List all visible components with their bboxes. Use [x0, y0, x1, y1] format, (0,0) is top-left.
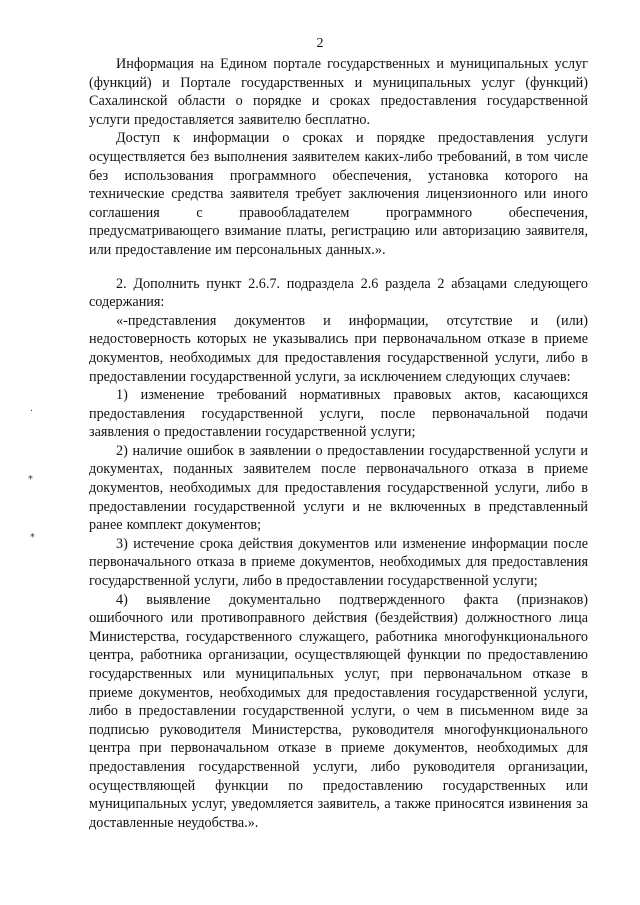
- paragraph-gap: [89, 260, 588, 275]
- paragraph-case-1: 1) изменение требований нормативных правовых актов, касающихся предоставления государственной услуги, после первоначальной подачи заявления о предоставлении государственной услуги;: [89, 387, 588, 441]
- margin-mark: .: [30, 403, 34, 414]
- margin-mark: *: [30, 532, 35, 543]
- paragraph-case-4: 4) выявление документально подтвержденного факта (признаков) ошибочного или противоправного действия (бездействия) должностного лица Министерства, государственного служащего, работника многофункционального центра, работника организации, осуществляющей функции по предоставлению государственных или муниципальных услуг, при первоначальном отказе в приеме документов, необходимых для предоставления государственной услуги, либо в предоставлении государственной услуги, о чем в письменном виде за подписью руководителя Министерства, руководителя многофункционального центра при первоначальном отказе в приеме документов, необходимых для предоставления государственной услуги, либо руководителя организации, осуществляющей функции по предоставлению государственных или муниципальных услуг, уведомляется заявитель, а также приносятся извинения за доставленные неудобства.».: [89, 591, 588, 831]
- paragraph-amendment-item-2: 2. Дополнить пункт 2.6.7. подраздела 2.6 раздела 2 абзацами следующего содержания:: [89, 275, 588, 311]
- paragraph-quoted-intro: «-представления документов и информации, отсутствие и (или) недостоверность которых не указывались при первоначальном отказе в приеме документов, необходимых для предоставления государственной услуги, либо в предоставлении государственной услуги, за исключением следующих случаев:: [89, 312, 588, 385]
- page-number: 2: [316, 36, 324, 51]
- document-body: [89, 55, 588, 832]
- paragraph-access-info: Доступ к информации о сроках и порядке предоставления услуги осуществляется без выполнения заявителем каких-либо требований, в том числе без использования программного обеспечения, установка которого на технические средства заявителя требует заключения лицензионного или иного соглашения с правообладателем программного обеспечения, предусматривающего взимание платы, регистрацию или авторизацию заявителя, или предоставление им персональных данных.».: [89, 130, 588, 258]
- paragraph-case-3: 3) истечение срока действия документов или изменение информации после первоначального отказа в приеме документов, необходимых для предоставления государственной услуги, либо в предоставлении государственной услуги;: [89, 535, 588, 590]
- paragraph-epgu-info: Информация на Едином портале государственных и муниципальных услуг (функций) и Портале государственных и муниципальных услуг (функций) Сахалинской области о порядке и сроках предоставления государственной услуги предоставляется заявителю бесплатно.: [89, 56, 588, 128]
- paragraph-case-2: 2) наличие ошибок в заявлении о предоставлении государственной услуги и документах, поданных заявителем после первоначального отказа в приеме документов, необходимых для предоставления государственной услуги, либо в предоставлении государственной услуги и не включенных в представленный ранее комплект документов;: [89, 442, 588, 534]
- margin-mark: *: [28, 474, 33, 485]
